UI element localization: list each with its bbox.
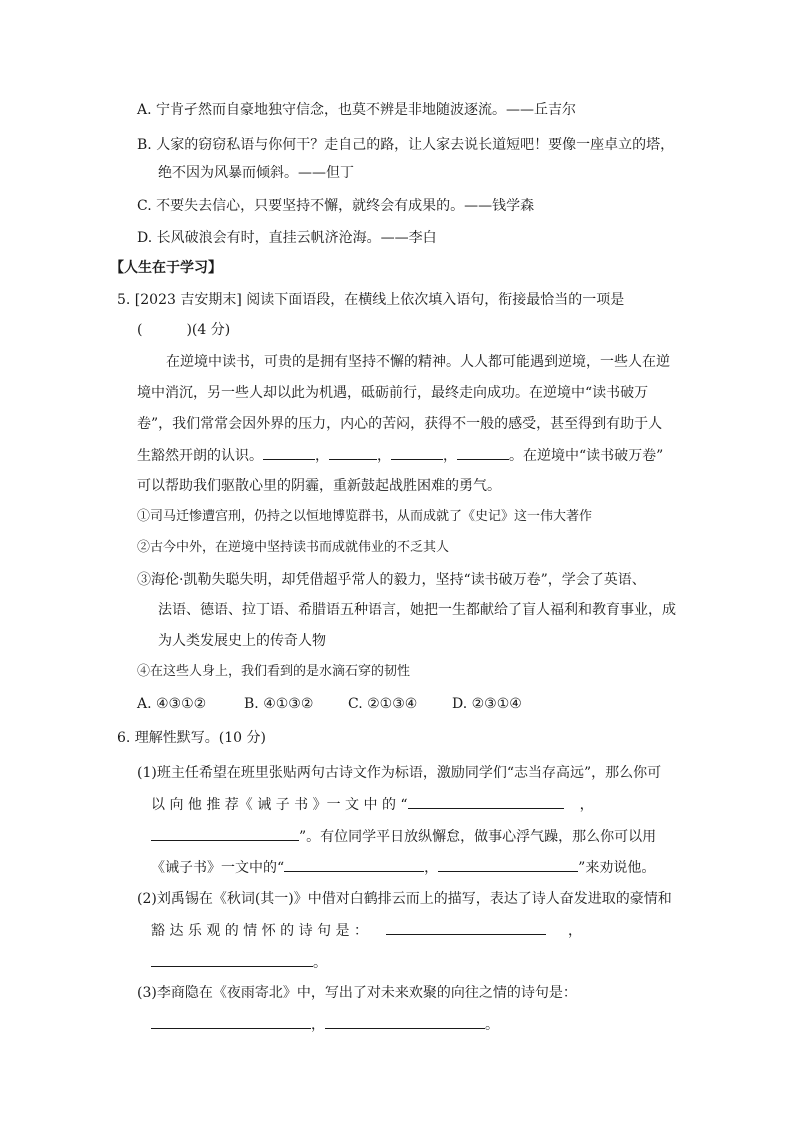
- period: 。: [485, 1017, 499, 1033]
- q5-passage-line5: 可以帮助我们驱散心里的阴霾，重新鼓起战胜困难的勇气。: [137, 478, 501, 494]
- q5-choice-c[interactable]: C. ②①③④: [348, 696, 418, 712]
- q6-blank-1[interactable]: [408, 794, 564, 809]
- q5-paren-open: (: [137, 322, 143, 338]
- period: 。: [313, 955, 327, 971]
- q6-part2-line3: [151, 952, 327, 973]
- q6-part2-line2-text: 豁 达 乐 观 的 情 怀 的 诗 句 是 ：: [151, 923, 368, 939]
- q6-part1-line2: [151, 794, 594, 815]
- section-title: 【人生在于学习】: [110, 260, 222, 276]
- q5-sentence-2: ②古今中外，在逆境中坚持读书而成就伟业的不乏其人: [137, 540, 450, 555]
- comma: ，: [443, 448, 457, 464]
- q5-sentence-4: ④在这些人身上，我们看到的是水滴石穿的韧性: [137, 664, 411, 679]
- option-c: C. 不要失去信心，只要坚持不懈，就终会有成果的。——钱学森: [137, 198, 535, 214]
- q6-blank-8[interactable]: [325, 1014, 485, 1029]
- q5-blank-1[interactable]: [263, 445, 315, 460]
- comma: ，: [315, 448, 329, 464]
- q6-part3-line1: (3)李商隐在《夜雨寄北》中，写出了对未来欢聚的向往之情的诗句是：: [137, 985, 577, 1001]
- q5-choice-d[interactable]: D. ②③①④: [452, 696, 522, 712]
- option-b-line2: 绝不因为风暴而倾斜。——但丁: [158, 165, 354, 181]
- q5-choice-b[interactable]: B. ④①③②: [244, 696, 314, 712]
- q6-part1-line1: (1)班主任希望在班里张贴两句古诗文作为标语，激励同学们“志当存高远”，那么你可: [137, 765, 662, 781]
- option-d: D. 长风破浪会有时，直挂云帆济沧海。——李白: [137, 230, 437, 246]
- q6-part2-line1: (2)刘禹锡在《秋词(其一)》中借对白鹤排云而上的描写，表达了诗人奋发进取的豪情和: [137, 891, 672, 907]
- q5-passage-line4-end: 。在逆境中“读书破万卷”: [509, 448, 664, 464]
- q5-passage-line4: [137, 445, 663, 466]
- q5-paren-close: )(4 分): [186, 322, 231, 338]
- q6-part1-line3: [151, 826, 656, 847]
- option-b-line1: B. 人家的窃窃私语与你何干？走自己的路，让人家去说长道短吧！要像一座卓立的塔，: [137, 137, 675, 153]
- comma: ，: [377, 448, 391, 464]
- q6-blank-5[interactable]: [386, 920, 546, 935]
- q5-blank-3[interactable]: [391, 445, 443, 460]
- q5-blank-4[interactable]: [457, 445, 509, 460]
- q5-sentence-3-line2: 法语、德语、拉丁语、希腊语五种语言，她把一生都献给了盲人福利和教育事业，成: [158, 602, 676, 618]
- q6-blank-7[interactable]: [151, 1014, 311, 1029]
- q5-passage-line4-text: 生豁然开朗的认识。: [137, 448, 263, 464]
- q6-part1-line4-text: 《诫子书》一文中的“: [151, 860, 285, 876]
- q6-blank-6[interactable]: [151, 952, 313, 967]
- comma: ，: [424, 860, 439, 876]
- q6-part1-line3-text: ”。有位同学平日放纵懈怠，做事心浮气躁，那么你可以用: [299, 829, 657, 845]
- comma: ，: [579, 797, 594, 813]
- q5-passage-line1: 在逆境中读书，可贵的是拥有坚持不懈的精神。人人都可能遇到逆境，一些人在逆: [166, 354, 670, 370]
- q5-stem: 5. [2023 吉安期末] 阅读下面语段，在横线上依次填入语句，衔接最恰当的一项是: [117, 292, 625, 308]
- q6-title: 6. 理解性默写。(10 分): [117, 730, 266, 746]
- q5-sentence-3-line1: ③海伦·凯勒失聪失明，却凭借超乎常人的毅力，坚持“读书破万卷”，学会了英语、: [137, 572, 646, 588]
- q6-part1-line4: [151, 857, 655, 878]
- comma: ，: [311, 1017, 325, 1033]
- q5-passage-line3: 卷”，我们常常会因外界的压力，内心的苦闷，获得不一般的感受，甚至得到有助于人: [137, 416, 663, 432]
- q6-blank-4[interactable]: [438, 857, 578, 872]
- q6-part1-line4-end: ”来劝说他。: [578, 860, 656, 876]
- comma: ，: [567, 923, 582, 939]
- q6-blank-2[interactable]: [151, 826, 299, 841]
- q6-part3-line2: [151, 1014, 499, 1035]
- q5-answer-paren: [137, 320, 230, 340]
- q5-passage-line2: 境中消沉，另一些人却以此为机遇，砥砺前行，最终走向成功。在逆境中“读书破万: [137, 385, 649, 401]
- q5-choice-a[interactable]: A. ④③①②: [137, 696, 207, 712]
- q5-sentence-3-line3: 为人类发展史上的传奇人物: [158, 633, 326, 649]
- q6-blank-3[interactable]: [284, 857, 424, 872]
- q5-blank-2[interactable]: [329, 445, 377, 460]
- q6-part1-line2-text: 以 向 他 推 荐《 诫 子 书 》一 文 中 的 “: [151, 797, 408, 813]
- option-a: A. 宁肯孑然而自豪地独守信念，也莫不辨是非地随波逐流。——丘吉尔: [137, 102, 577, 118]
- q5-sentence-1: ①司马迁惨遭宫刑，仍持之以恒地博览群书，从而成就了《史记》这一伟大著作: [137, 509, 593, 524]
- q6-part2-line2: [151, 920, 582, 941]
